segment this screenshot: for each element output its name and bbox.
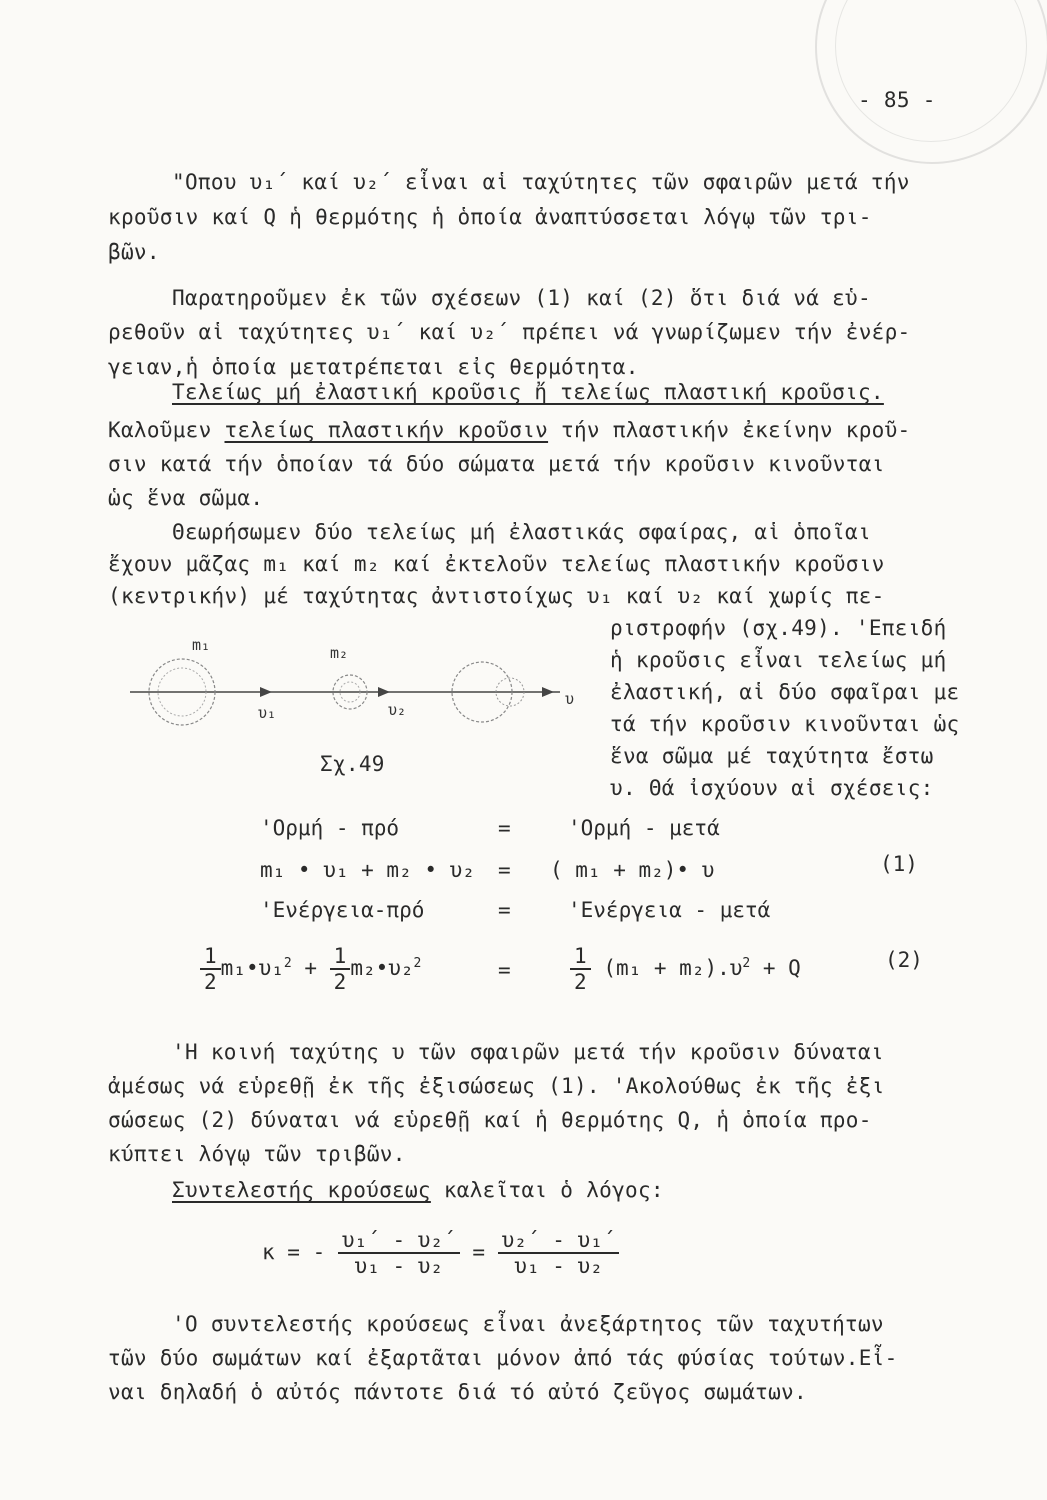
- eq-row1-eq: =: [498, 816, 511, 840]
- para2-line3: γειαν,ἡ ὁποία μετατρέπεται εἰς θερμότητα.: [108, 355, 639, 379]
- label-m1: m₁: [192, 636, 211, 654]
- section-heading: Τελείως μή ἐλαστική κροῦσις ἤ τελείως πλαστική κροῦσις.: [172, 380, 884, 404]
- para1-line3: βῶν.: [108, 240, 160, 264]
- eq-row3-eq: =: [498, 898, 511, 922]
- eq-row4-left: $\frac{1}{2}$ m₁•υ₁$^2$ + $\frac{1}{2}$ m₂•υ₂$^2$: [200, 944, 421, 994]
- para4-side-6: υ. Θά ἰσχύουν αἱ σχέσεις:: [610, 776, 934, 800]
- eq-row2-right: ( m₁ + m₂)• υ: [550, 858, 715, 882]
- kappa-lhs: κ = -: [262, 1240, 326, 1264]
- collision-figure: [130, 630, 600, 750]
- para7-line2: τῶν δύο σωμάτων καί ἐξαρτᾶται μόνον ἀπό τάς φύσίας τούτων.Εἶ-: [108, 1346, 898, 1370]
- eq-row1-left: 'Ορμή - πρό: [260, 816, 400, 840]
- para3-line1: [108, 418, 910, 442]
- label-v1: υ₁: [258, 704, 277, 722]
- eq-row2-eq: =: [498, 858, 511, 882]
- half-fraction-2: $\frac{1}{2}$: [330, 944, 351, 994]
- eq-row3-right: 'Ενέργεια - μετά: [568, 898, 771, 922]
- half-fraction-1: $\frac{1}{2}$: [200, 944, 221, 994]
- para4-line2: ἔχουν μᾶζας m₁ καί m₂ καί ἐκτελοῦν τελείως πλαστικήν κροῦσιν: [108, 552, 885, 576]
- para3-term: τελείως πλαστικήν κροῦσιν: [224, 418, 549, 442]
- para1-line1: "Οπου υ₁΄ καί υ₂΄ εἶναι αἱ ταχύτητες τῶν σφαιρῶν μετά τήν: [172, 170, 910, 194]
- para5-line2: ἀμέσως νά εὑρεθῇ ἐκ τῆς ἐξισώσεως (1). 'Ακολούθως ἐκ τῆς ἐξι: [108, 1074, 885, 1098]
- eq-row4-eq: =: [498, 958, 511, 982]
- para2-line1: Παρατηροῦμεν ἐκ τῶν σχέσεων (1) καί (2) ὅτι διά νά εὑ-: [172, 286, 871, 310]
- page-number: - 85 -: [858, 88, 936, 112]
- para4-line1: Θεωρήσωμεν δύο τελείως μή ἐλαστικάς σφαίρας, αἱ ὁποῖαι: [172, 520, 871, 544]
- eq-row2-left: m₁ • υ₁ + m₂ • υ₂: [260, 858, 475, 882]
- label-m2: m₂: [330, 644, 349, 662]
- para4-side-4: τά τήν κροῦσιν κινοῦνται ὡς: [610, 712, 960, 736]
- kappa-formula: [262, 1228, 619, 1278]
- para6-line: [172, 1178, 664, 1202]
- para4-side-1: ριστροφήν (σχ.49). 'Επειδή: [610, 616, 947, 640]
- kappa-equals: =: [472, 1240, 485, 1264]
- label-v2: υ₂: [388, 701, 407, 719]
- para1-line2: κροῦσιν καί Q ἡ θερμότης ἡ ὁποία ἀναπτύσσεται λόγῳ τῶν τρι-: [108, 205, 872, 229]
- para4-side-5: ἕνα σῶμα μέ ταχύτητα ἔστω: [610, 744, 934, 768]
- arrow-v1: [260, 687, 272, 697]
- para7-line1: 'Ο συντελεστής κρούσεως εἶναι ἀνεξάρτητος τῶν ταχυτήτων: [172, 1312, 884, 1336]
- half-fraction-3: $\frac{1}{2}$: [570, 944, 591, 994]
- kappa-fraction-1: $\frac{\text{υ₁΄ - υ₂΄}}{\text{υ₁ - υ₂}}$: [338, 1228, 460, 1278]
- eq-row4-right: $\frac{1}{2}$ $(m_1 + m_2).\upsilon^2 + Q$: [570, 944, 801, 994]
- arrow-v2: [378, 687, 390, 697]
- arrow-v: [542, 687, 554, 697]
- para5-line4: κύπτει λόγῳ τῶν τριβῶν.: [108, 1142, 406, 1166]
- figure-caption: Σχ.49: [320, 752, 385, 776]
- eq-row4-number: (2): [885, 948, 923, 972]
- para6-term: Συντελεστής κρούσεως: [172, 1178, 431, 1202]
- para3-rest: τήν πλαστικήν ἐκείνην κροῦ-: [548, 418, 911, 442]
- label-v: υ: [565, 690, 575, 708]
- para5-line1: 'Η κοινή ταχύτης υ τῶν σφαιρῶν μετά τήν κροῦσιν δύναται: [172, 1040, 884, 1064]
- para3-line2: σιν κατά τήν ὁποίαν τά δύο σώματα μετά τήν κροῦσιν κινοῦνται: [108, 452, 885, 476]
- kappa-fraction-2: $\frac{\text{υ₂΄ - υ₁΄}}{\text{υ₁ - υ₂}}$: [498, 1228, 620, 1278]
- eq-row3-left: 'Ενέργεια-πρό: [260, 898, 425, 922]
- eq-row2-number: (1): [880, 852, 918, 876]
- para2-line2: ρεθοῦν αἱ ταχύτητες υ₁΄ καί υ₂΄ πρέπει νά γνωρίζωμεν τήν ἐνέρ-: [108, 320, 911, 344]
- para3-line3: ὡς ἕνα σῶμα.: [108, 486, 264, 510]
- para3-start: Καλοῦμεν: [108, 418, 225, 442]
- para6-rest: καλεῖται ὁ λόγος:: [430, 1178, 664, 1202]
- para4-side-3: ἐλαστική, αἱ δύο σφαῖραι με: [610, 680, 960, 704]
- para7-line3: ναι δηλαδή ὁ αὐτός πάντοτε διά τό αὐτό ζεῦγος σωμάτων.: [108, 1380, 807, 1404]
- para5-line3: σώσεως (2) δύναται νά εὑρεθῇ καί ἡ θερμότης Q, ἡ ὁποία προ-: [108, 1108, 872, 1132]
- para4-side-2: ἡ κροῦσις εἶναι τελείως μή: [610, 648, 947, 672]
- para4-line3: (κεντρικήν) μέ ταχύτητας ἀντιστοίχως υ₁ καί υ₂ καί χωρίς πε-: [108, 584, 885, 608]
- eq-row1-right: 'Ορμή - μετά: [568, 816, 720, 840]
